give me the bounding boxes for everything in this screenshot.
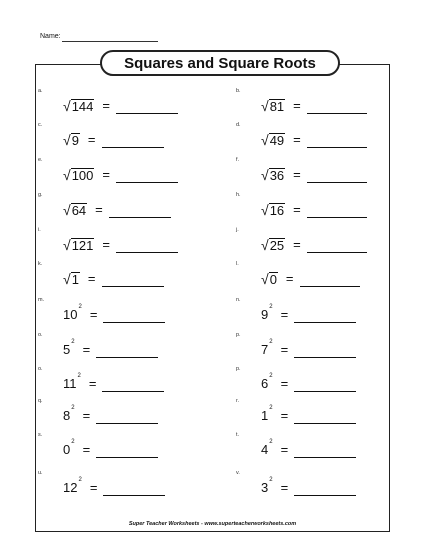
problem-item [38,192,188,224]
answer-blank[interactable] [294,345,356,358]
radical-sign [63,98,94,114]
problem-item [236,470,386,502]
exponent: 2 [71,405,75,411]
problem-letter: d. [236,122,241,128]
radicand: 16 [269,203,285,218]
problem-item [38,332,188,364]
square-root-expression [63,271,164,287]
equals-sign: = [293,167,301,182]
answer-blank[interactable] [103,483,165,496]
radical-sign [261,167,285,183]
base-number: 3 [261,480,269,495]
equals-sign: = [88,376,97,391]
square-expression [261,477,356,496]
answer-blank[interactable] [116,240,178,253]
base-number: 5 [63,342,71,357]
problem-item [38,366,188,398]
exponent: 2 [269,405,273,411]
problem-item [236,192,386,224]
equals-sign: = [280,408,289,423]
radical-symbol: √ [63,167,71,183]
problem-letter: s. [38,432,43,438]
problem-item [236,366,386,398]
problem-letter: e. [38,157,43,163]
exponent: 2 [77,373,81,379]
square-root-expression [63,202,171,218]
problem-item [236,227,386,259]
exponent: 2 [269,373,273,379]
problem-letter: r. [236,398,240,404]
problem-letter: b. [236,88,241,94]
square-root-expression [261,237,367,253]
problem-letter: a. [38,88,43,94]
equals-sign: = [87,271,96,286]
radical-symbol: √ [261,237,269,253]
radical-symbol: √ [63,132,71,148]
problem-letter: p. [236,366,241,372]
answer-blank[interactable] [116,101,178,114]
answer-blank[interactable] [294,483,356,496]
square-expression [261,439,356,458]
problem-item [38,122,188,154]
square-root-expression [261,98,367,114]
equals-sign: = [280,442,289,457]
answer-blank[interactable] [102,135,164,148]
square-root-expression [63,132,164,148]
answer-blank[interactable] [307,240,367,253]
answer-blank[interactable] [294,379,356,392]
page-title: Squares and Square Roots [100,50,340,76]
problem-letter: g. [38,192,43,198]
radical-sign [63,202,87,218]
equals-sign: = [293,98,301,113]
equals-sign: = [87,132,96,147]
radical-sign [261,132,285,148]
square-expression [63,304,165,323]
base-number: 8 [63,408,71,423]
equals-sign: = [95,202,103,217]
radicand: 100 [71,168,94,183]
answer-blank[interactable] [300,274,360,287]
problem-item [38,432,188,464]
problem-letter: q. [38,398,43,404]
equals-sign: = [293,132,301,147]
square-expression [63,477,165,496]
radicand: 9 [71,133,79,148]
equals-sign: = [293,237,301,252]
base-number: 0 [63,442,71,457]
problem-letter: h. [236,192,241,198]
square-root-expression [63,98,178,114]
radicand: 49 [269,133,285,148]
problem-letter: o. [38,332,43,338]
radical-sign [261,237,285,253]
radical-sign [63,271,80,287]
base-number: 7 [261,342,269,357]
answer-blank[interactable] [109,205,171,218]
answer-blank[interactable] [294,310,356,323]
answer-blank[interactable] [307,135,367,148]
problem-item [38,261,188,293]
exponent: 2 [269,339,273,345]
problem-letter: m. [38,297,45,303]
problem-item [38,157,188,189]
square-expression [63,373,164,392]
exponent: 2 [269,439,273,445]
base-number: 6 [261,376,269,391]
square-root-expression [261,271,360,287]
problem-item [236,297,386,329]
problem-letter: l. [236,261,239,267]
square-expression [261,405,356,424]
base-number: 4 [261,442,269,457]
radical-sign [63,167,94,183]
radicand: 81 [269,99,285,114]
radical-symbol: √ [63,271,71,287]
name-label: Name: [40,33,61,40]
radicand: 144 [71,99,94,114]
radical-symbol: √ [261,132,269,148]
radical-sign [63,132,80,148]
problem-item [236,122,386,154]
radical-symbol: √ [261,98,269,114]
equals-sign: = [280,480,289,495]
square-root-expression [63,167,178,183]
problem-item [38,297,188,329]
radical-sign [261,271,278,287]
problem-letter: i. [38,227,41,233]
problem-letter: j. [236,227,239,233]
answer-blank[interactable] [294,411,356,424]
radicand: 1 [71,272,79,287]
base-number: 10 [63,307,78,322]
square-root-expression [63,237,178,253]
answer-blank[interactable] [96,345,158,358]
square-expression [63,405,158,424]
exponent: 2 [269,477,273,483]
answer-blank[interactable] [103,310,165,323]
problem-letter: p. [236,332,241,338]
equals-sign: = [82,342,91,357]
equals-sign: = [89,307,98,322]
base-number: 9 [261,307,269,322]
square-root-expression [261,132,367,148]
equals-sign: = [280,342,289,357]
radical-symbol: √ [261,271,269,287]
base-number: 1 [261,408,269,423]
exponent: 2 [78,304,82,310]
equals-sign: = [280,376,289,391]
answer-blank[interactable] [294,445,356,458]
problem-item [236,261,386,293]
radical-symbol: √ [63,237,71,253]
exponent: 2 [269,304,273,310]
exponent: 2 [78,477,82,483]
problem-letter: o. [38,366,43,372]
problem-letter: u. [38,470,43,476]
problem-letter: f. [236,157,240,163]
problem-item [236,88,386,120]
equals-sign: = [89,480,98,495]
equals-sign: = [293,202,301,217]
problem-item [236,332,386,364]
equals-sign: = [82,442,91,457]
radicand: 36 [269,168,285,183]
exponent: 2 [71,439,75,445]
radical-sign [63,237,94,253]
problem-item [38,227,188,259]
equals-sign: = [102,167,110,182]
radical-symbol: √ [261,202,269,218]
equals-sign: = [102,237,110,252]
radicand: 64 [71,203,87,218]
radicand: 121 [71,238,94,253]
exponent: 2 [71,339,75,345]
equals-sign: = [285,271,294,286]
radical-symbol: √ [63,98,71,114]
square-expression [261,304,356,323]
square-expression [261,339,356,358]
square-expression [63,439,158,458]
radical-symbol: √ [63,202,71,218]
radicand: 25 [269,238,285,253]
square-expression [261,373,356,392]
problem-item [236,432,386,464]
problem-item [236,398,386,430]
answer-blank[interactable] [96,445,158,458]
footer-credit: Super Teacher Worksheets - www.superteacherworksheets.com [128,521,297,527]
problem-item [38,88,188,120]
square-root-expression [261,167,367,183]
equals-sign: = [280,307,289,322]
answer-blank[interactable] [116,170,178,183]
answer-blank[interactable] [307,205,367,218]
answer-blank[interactable] [102,379,164,392]
problem-letter: c. [38,122,43,128]
base-number: 12 [63,480,78,495]
equals-sign: = [102,98,110,113]
base-number: 11 [63,376,77,391]
radical-sign [261,202,285,218]
square-root-expression [261,202,367,218]
answer-blank[interactable] [307,101,367,114]
problem-letter: t. [236,432,240,438]
square-expression [63,339,158,358]
answer-blank[interactable] [102,274,164,287]
answer-blank[interactable] [307,170,367,183]
answer-blank[interactable] [96,411,158,424]
name-field-line[interactable] [62,41,158,42]
equals-sign: = [82,408,91,423]
radicand: 0 [269,272,277,287]
problem-item [236,157,386,189]
problem-letter: n. [236,297,241,303]
radical-sign [261,98,285,114]
problem-item [38,470,188,502]
problem-letter: k. [38,261,43,267]
radical-symbol: √ [261,167,269,183]
problem-item [38,398,188,430]
problem-letter: v. [236,470,240,476]
